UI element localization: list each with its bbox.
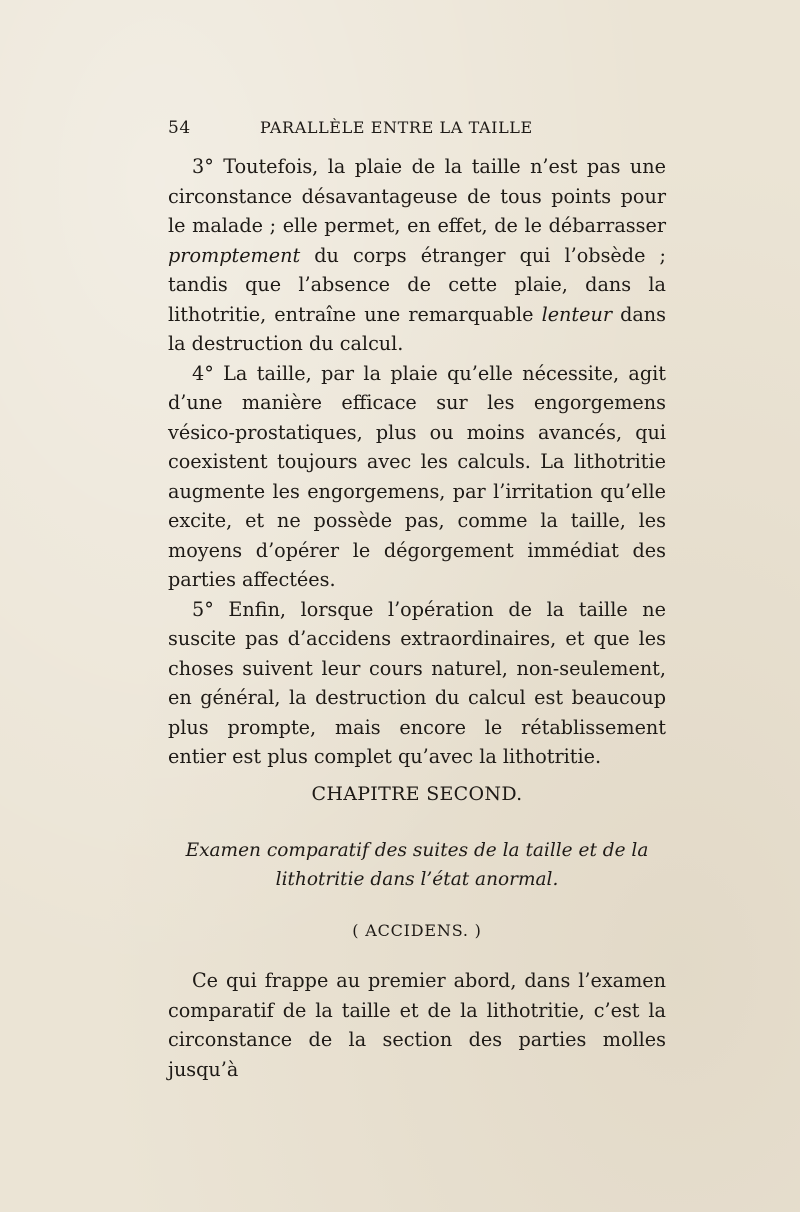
main-text: [168, 152, 666, 772]
paragraph-4: 4° La taille, par la plaie qu’elle nécessite, agit d’une manière efficace sur les engorgemens vésico-prostatiques, plus ou moins avancés, qui coexistent toujours avec les calculs. La lithotritie augmente les engorgemens, par l’irritation qu’elle excite, et ne possède pas, comme la taille, les moyens d’opérer le dégorgement immédiat des parties affectées.: [168, 361, 666, 591]
paragraph-3-part-1: 3° Toutefois, la plaie de la taille n’est pas une circonstance désavantageuse de tous points pour le malade ; elle permet, en effet, de le débarrasser: [168, 155, 666, 237]
emphasis-promptement: promptement: [168, 243, 301, 267]
closing-text: [168, 966, 666, 1084]
section-note: ( ACCIDENS. ): [352, 921, 482, 940]
running-title: PARALLÈLE ENTRE LA TAILLE: [260, 118, 533, 137]
page-number: 54: [168, 118, 191, 138]
chapter-subtitle: Examen comparatif des suites de la taille et de la lithotritie dans l’état anormal.: [185, 840, 649, 890]
chapter-heading: CHAPITRE SECOND.: [311, 783, 523, 805]
paragraph-3-part-5: dans la destruction du calcul.: [168, 302, 666, 355]
paragraph-3-part-3: du corps étranger qui l’obsède ; tandis que l’absence de cette plaie, dans la lithotritie, entraîne une remarquable: [168, 243, 666, 326]
paragraph-3: [168, 152, 666, 359]
closing-paragraph: Ce qui frappe au premier abord, dans l’examen comparatif de la taille et de la lithotritie, c’est la circonstance de la section des parties molles jusqu’à: [168, 969, 666, 1081]
emphasis-lenteur: lenteur: [541, 302, 613, 326]
paragraph-5: 5° Enfin, lorsque l’opération de la taille ne suscite pas d’accidens extraordinaires, et que les choses suivent leur cours naturel, non-seulement, en général, la destruction du calcul est beaucoup plus prompte, mais encore le rétablissement entier est plus complet qu’avec la lithotritie.: [168, 597, 666, 768]
page-header: [168, 118, 668, 142]
